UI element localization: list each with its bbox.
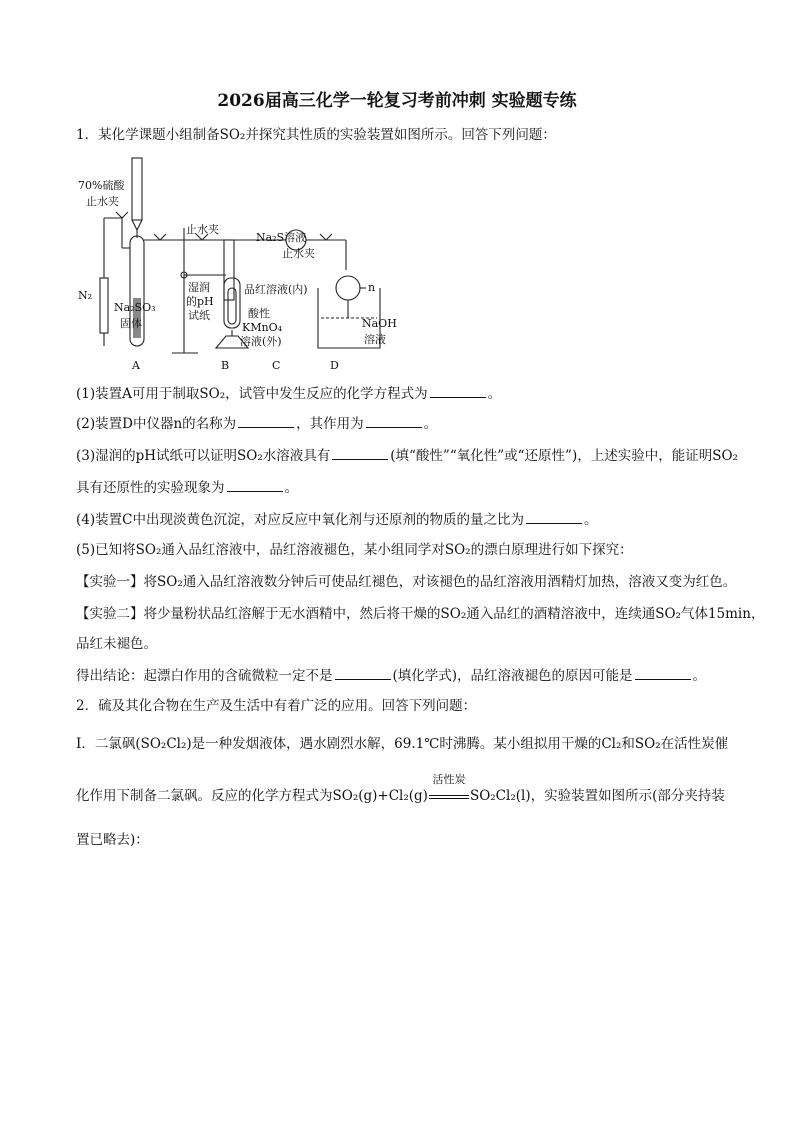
label-clamp-1: 止水夹	[86, 195, 119, 208]
label-a: A	[132, 359, 140, 372]
label-outer: 溶液(外)	[240, 335, 282, 348]
label-wet-ph-1: 湿润	[188, 281, 210, 294]
answer-blank[interactable]	[238, 415, 294, 428]
label-wet-ph-2: 的pH	[186, 295, 214, 308]
label-acid: 70%硫酸	[78, 179, 125, 192]
q1-exp2: 【实验二】将少量粉状品红溶解于无水酒精中，然后将干燥的SO₂通入品红的酒精溶液中，连续通SO₂气体15min，	[76, 606, 765, 622]
q2-equation: 化作用下制备二氯砜。反应的化学方程式为SO₂(g)+Cl₂(g) 活性炭 SO₂Cl₂(l)，实验装置如图所示(部分夹持装	[76, 773, 725, 804]
answer-blank[interactable]	[335, 667, 391, 680]
q1-exp1: 【实验一】将SO₂通入品红溶液数分钟后可使品红褪色，对该褪色的品红溶液用酒精灯加热，溶液又变为红色。	[76, 574, 737, 590]
label-c: C	[272, 359, 281, 372]
label-d: D	[330, 359, 339, 372]
label-wet-ph-3: 试纸	[188, 309, 210, 322]
label-solid: 固体	[120, 317, 142, 330]
q1-p5: (5)已知将SO₂通入品红溶液中，品红溶液褪色，某小组同学对SO₂的漂白原理进行如下探究：	[76, 542, 633, 558]
q1-conclusion: 得出结论：起漂白作用的含硫微粒一定不是 (填化学式)，品红溶液褪色的原因可能是 。	[76, 668, 707, 684]
label-naoh: NaOH	[362, 317, 397, 330]
catalyst-arrow: 活性炭	[429, 786, 469, 806]
q1-p1: (1)装置A可用于制取SO₂，试管中发生反应的化学方程式为 。	[76, 386, 502, 402]
label-b: B	[221, 359, 230, 372]
label-kmno4: KMnO₄	[242, 321, 282, 334]
answer-blank[interactable]	[430, 385, 486, 398]
answer-blank[interactable]	[332, 447, 388, 460]
q1-p2: (2)装置D中仪器n的名称为 ，其作用为 。	[76, 416, 438, 432]
label-clamp-2: 止水夹	[186, 223, 219, 236]
answer-blank[interactable]	[227, 479, 283, 492]
q1-p4: (4)装置C中出现淡黄色沉淀，对应反应中氧化剂与还原剂的物质的量之比为 。	[76, 512, 598, 528]
label-na2s: Na₂S溶液	[256, 231, 307, 244]
label-n: n	[368, 281, 376, 294]
answer-blank[interactable]	[526, 511, 582, 524]
label-acidic: 酸性	[248, 307, 270, 320]
q1-intro: 1．某化学课题小组制备SO₂并探究其性质的实验装置如图所示。回答下列问题：	[76, 127, 556, 143]
q2-intro: 2．硫及其化合物在生产及生活中有着广泛的应用。回答下列问题：	[76, 698, 477, 714]
page-title: 2026届高三化学一轮复习考前冲刺 实验题专练	[217, 91, 577, 111]
label-clamp-3: 止水夹	[282, 247, 315, 260]
label-naoh-sol: 溶液	[364, 333, 386, 346]
label-n2: N₂	[78, 289, 93, 302]
q2-i-line: Ⅰ．二氯砜(SO₂Cl₂)是一种发烟液体，遇水剧烈水解，69.1℃时沸腾。某小组拟用干燥的Cl₂和SO₂在活性炭催	[76, 736, 729, 752]
label-na2so3: Na₂SO₃	[114, 301, 156, 314]
q1-exp2-cont: 品红未褪色。	[76, 636, 157, 652]
q2-last: 置已略去)：	[76, 832, 149, 848]
q1-p3-cont: 具有还原性的实验现象为 。	[76, 480, 298, 496]
q1-p3: (3)湿润的pH试纸可以证明SO₂水溶液具有 (填“酸性”“氧化性”或“还原性”)，上述实验中，能证明SO₂	[76, 448, 738, 464]
label-pinkred: 品红溶液(内)	[244, 283, 308, 296]
answer-blank[interactable]	[635, 667, 691, 680]
answer-blank[interactable]	[366, 415, 422, 428]
